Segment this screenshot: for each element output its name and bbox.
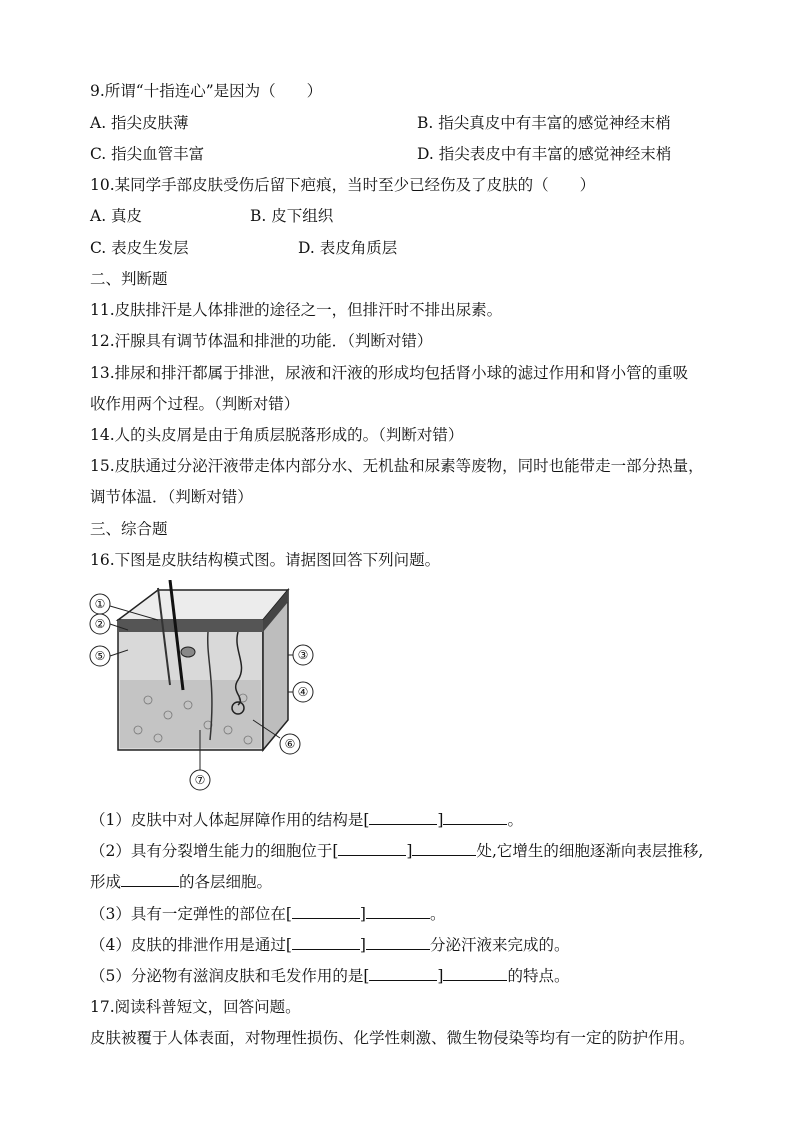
answer-blank[interactable] [292, 935, 360, 950]
figure-label-2: ② [94, 617, 106, 631]
q16-sub3-prefix: （3）具有一定弹性的部位在[ [90, 905, 292, 923]
skin-structure-diagram [88, 580, 316, 792]
figure-label-1: ① [94, 597, 106, 611]
q9-option-d: D. 指尖表皮中有丰富的感觉神经末梢 [417, 145, 672, 163]
answer-blank[interactable] [443, 810, 507, 825]
q16-stem: 16.下图是皮肤结构模式图。请据图回答下列问题。 [90, 551, 441, 569]
q16-sub5-prefix: （5）分泌物有滋润皮肤和毛发作用的是[ [90, 967, 370, 985]
figure-label-6: ⑥ [284, 737, 296, 751]
q9-stem: 9.所谓“十指连心”是因为（ ） [90, 82, 323, 100]
q9-option-a: A. 指尖皮肤薄 [90, 114, 189, 132]
q16-sub4-prefix: （4）皮肤的排泄作用是通过[ [90, 936, 292, 954]
q16-sub2-suffix: 处,它增生的细胞逐渐向表层推移, [476, 842, 704, 860]
answer-blank[interactable] [443, 966, 507, 981]
q16-sub5-bracket: ] [437, 967, 444, 985]
answer-blank[interactable] [366, 904, 430, 919]
q16-sub2-line2-suffix: 的各层细胞。 [179, 873, 273, 891]
q10-option-d: D. 表皮角质层 [298, 239, 398, 257]
q16-sub5 [90, 966, 570, 986]
q16-sub3-suffix: 。 [429, 905, 446, 923]
q16-sub1 [90, 810, 523, 830]
q16-sub1-prefix: （1）皮肤中对人体起屏障作用的结构是[ [90, 811, 370, 829]
q10-option-b: B. 皮下组织 [250, 207, 334, 225]
q15-line1: 15.皮肤通过分泌汗液带走体内部分水、无机盐和尿素等废物，同时也能带走一部分热量， [90, 457, 704, 475]
q10-option-a: A. 真皮 [90, 207, 143, 225]
q16-sub5-suffix: 的特点。 [507, 967, 570, 985]
answer-blank[interactable] [369, 810, 437, 825]
q16-sub2-bracket: ] [406, 842, 413, 860]
q16-sub1-suffix: 。 [507, 811, 523, 829]
q17-stem: 17.阅读科普短文，回答问题。 [90, 998, 301, 1016]
q10-option-c: C. 表皮生发层 [90, 239, 189, 257]
figure-label-5: ⑤ [94, 649, 106, 663]
q16-sub2-prefix: （2）具有分裂增生能力的细胞位于[ [90, 842, 339, 860]
figure-label-7: ⑦ [194, 773, 206, 787]
q13-line1: 13.排尿和排汗都属于排泄，尿液和汗液的形成均包括肾小球的滤过作用和肾小管的重吸 [90, 364, 689, 382]
q13-line2: 收作用两个过程。（判断对错） [90, 395, 300, 413]
q16-sub2 [90, 841, 703, 861]
answer-blank[interactable] [369, 966, 437, 981]
q16-sub4-suffix: 分泌汗液来完成的。 [429, 936, 570, 954]
section-heading-judgement: 二、判断题 [90, 270, 168, 288]
q17-paragraph: 皮肤被覆于人体表面，对物理性损伤、化学性刺激、微生物侵染等均有一定的防护作用。 [90, 1029, 695, 1047]
answer-blank[interactable] [292, 904, 360, 919]
answer-blank[interactable] [366, 935, 430, 950]
q16-sub3 [90, 904, 446, 924]
q16-sub4 [90, 935, 570, 955]
answer-blank[interactable] [121, 872, 179, 887]
q16-sub3-bracket: ] [359, 905, 366, 923]
figure-label-4: ④ [297, 685, 309, 699]
q10-stem: 10.某同学手部皮肤受伤后留下疤痕，当时至少已经伤及了皮肤的（ ） [90, 176, 596, 194]
q15-line2: 调节体温．（判断对错） [90, 488, 253, 506]
q14-text: 14.人的头皮屑是由于角质层脱落形成的。（判断对错） [90, 426, 464, 444]
q16-sub2-line2 [90, 872, 272, 892]
q12-text: 12.汗腺具有调节体温和排泄的功能．（判断对错） [90, 332, 433, 350]
section-heading-comprehensive: 三、综合题 [90, 520, 168, 538]
q16-sub2-line2-prefix: 形成 [90, 873, 122, 891]
q16-sub4-bracket: ] [359, 936, 366, 954]
q9-option-b: B. 指尖真皮中有丰富的感觉神经末梢 [417, 114, 671, 132]
q9-option-c: C. 指尖血管丰富 [90, 145, 205, 163]
q11-text: 11.皮肤排汗是人体排泄的途径之一，但排汗时不排出尿素。 [90, 301, 503, 319]
answer-blank[interactable] [412, 841, 476, 856]
q16-sub1-bracket: ] [437, 811, 444, 829]
answer-blank[interactable] [338, 841, 406, 856]
figure-label-3: ③ [297, 648, 309, 662]
